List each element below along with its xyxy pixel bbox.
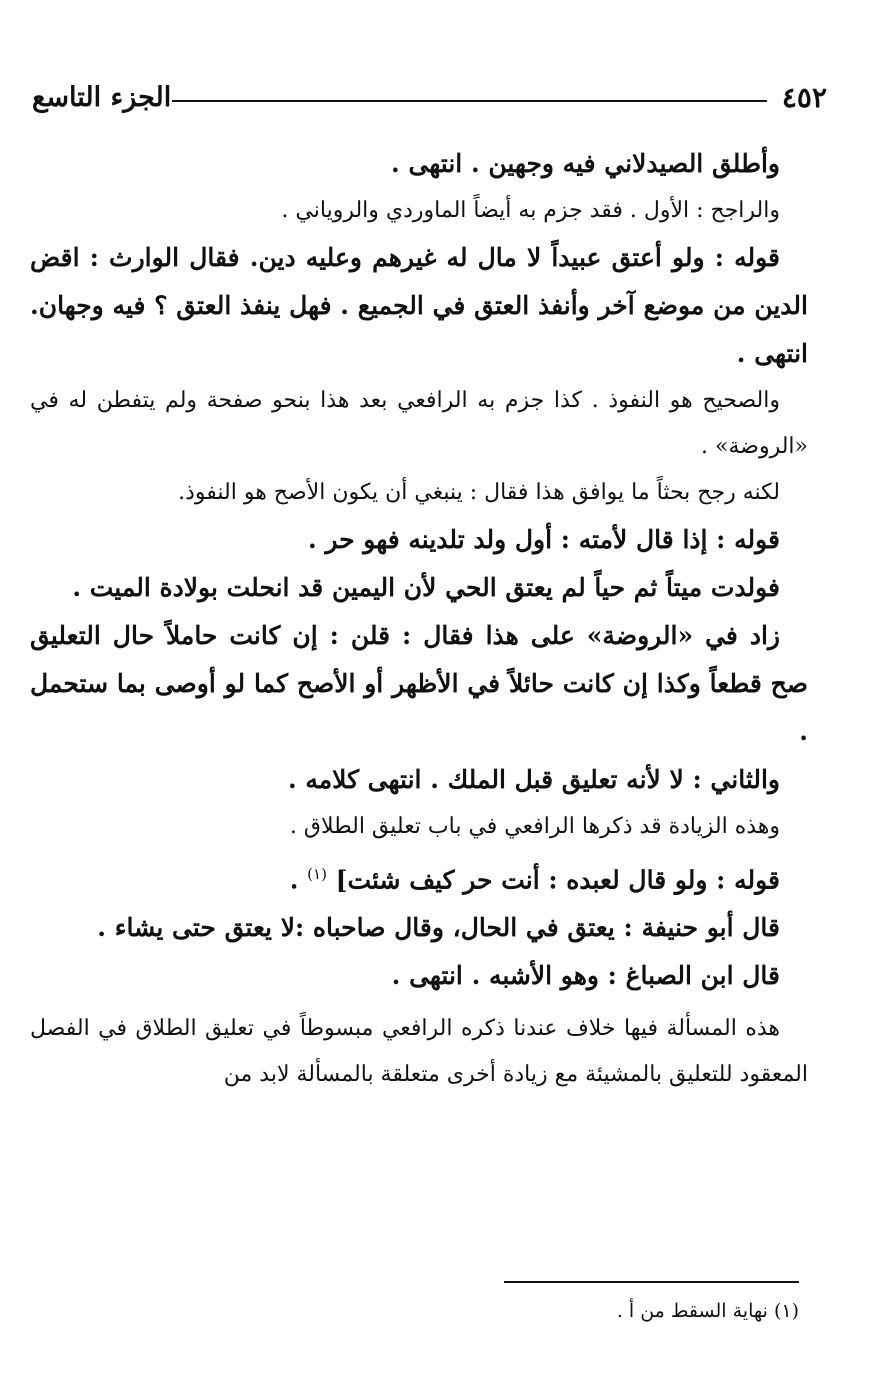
paragraph: لكنه رجح بحثاً ما يوافق هذا فقال : ينبغي أن يكون الأصح هو النفوذ. [178, 480, 780, 505]
paragraph: زاد في «الروضة» على هذا فقال : قلن : إن كانت حاملاً حال التعليق صح قطعاً وكذا إن كانت حائلاً في الأظهر أو الأصح كما لو أوصى بما ستحمل . [30, 621, 808, 746]
page-body [30, 140, 808, 1098]
paragraph: قال أبو حنيفة : يعتق في الحال، وقال صاحباه :لا يعتق حتى يشاء . [97, 913, 780, 943]
paragraph-with-note [30, 850, 808, 904]
footnote-rule [504, 1281, 799, 1283]
paragraph: هذه المسألة فيها خلاف عندنا ذكره الرافعي مبسوطاً في تعليق الطلاق في الفصل المعقود للتعليق بالمشيئة مع زيادة أخرى متعلقة بالمسألة لابد من [30, 1016, 808, 1088]
page-header [32, 78, 827, 118]
running-title: الجزء التاسع [32, 82, 172, 113]
paragraph: والصحيح هو النفوذ . كذا جزم به الرافعي بعد هذا بنحو صفحة ولم يتفطن له في «الروضة» . [30, 388, 808, 459]
paragraph-tail: . [289, 865, 308, 895]
footnote: (١) نهاية السقط من أ . [616, 1300, 799, 1322]
paragraph: والراجح : الأول . فقد جزم به أيضاً الماوردي والروياني . [281, 198, 780, 223]
paragraph: قال ابن الصباغ : وهو الأشبه . انتهى . [391, 961, 780, 991]
paragraph: قوله : ولو أعتق عبيداً لا مال له غيرهم وعليه دين. فقال الوارث : اقض الدين من موضع آخر وأنفذ العتق في الجميع . فهل ينفذ العتق ؟ فيه وجهان. انتهى . [30, 243, 808, 368]
paragraph: وأطلق الصيدلاني فيه وجهين . انتهى . [391, 149, 780, 178]
paragraph: فولدت ميتاً ثم حياً لم يعتق الحي لأن اليمين قد انحلت بولادة الميت . [72, 573, 780, 602]
page-number: ٤٥٢ [781, 81, 827, 114]
paragraph: والثاني : لا لأنه تعليق قبل الملك . انتهى كلامه . [287, 765, 780, 794]
paragraph: وهذه الزيادة قد ذكرها الرافعي في باب تعليق الطلاق . [289, 814, 780, 839]
footnote-marker[interactable]: (١) [307, 865, 327, 883]
header-rule [172, 100, 767, 102]
paragraph-text: قوله : ولو قال لعبده : أنت حر كيف شئت] [335, 865, 780, 895]
paragraph: قوله : إذا قال لأمته : أول ولد تلدينه فهو حر . [307, 525, 780, 554]
